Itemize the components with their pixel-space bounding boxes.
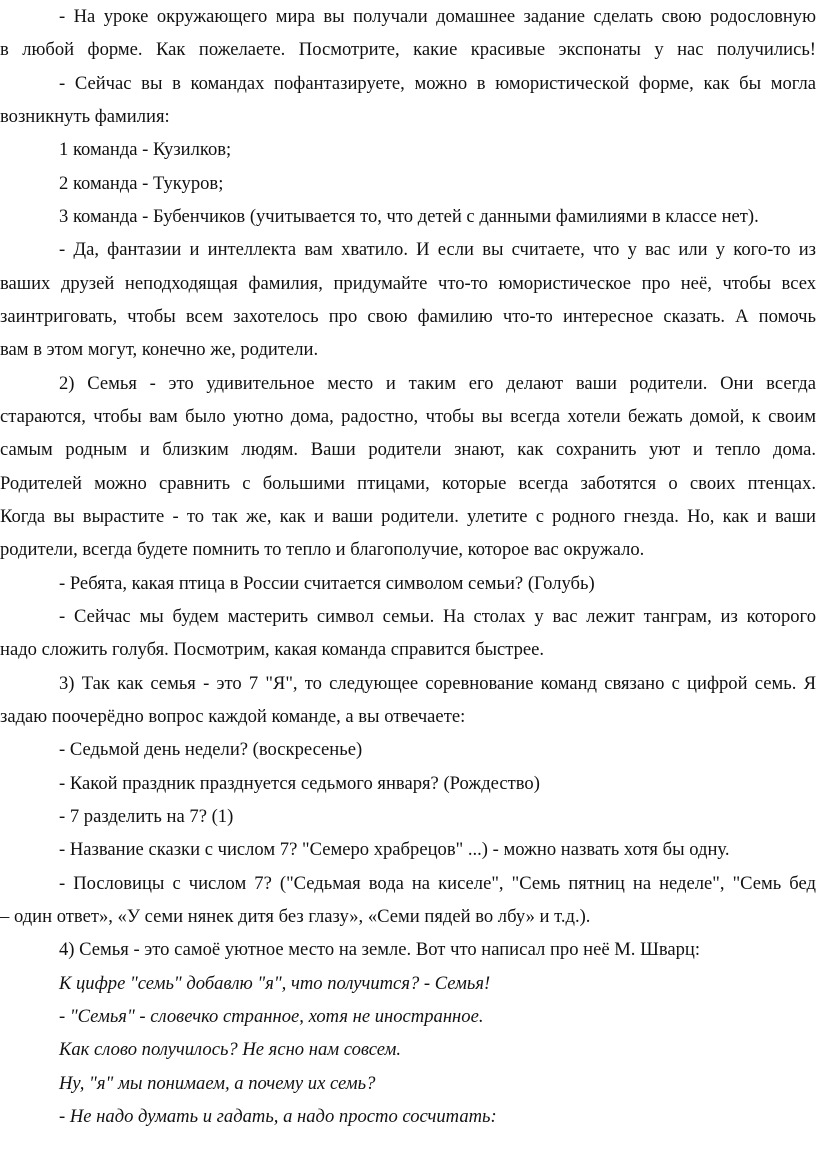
text-line: - 7 разделить на 7? (1) — [59, 806, 234, 827]
text-line: - Пословицы с числом 7? ("Седьмая вода на киселе", "Семь пятниц на неделе", "Семь бед — [59, 873, 816, 894]
text-line: в любой форме. Как пожелаете. Посмотрите, какие красивые экспонаты у нас получились! — [0, 39, 816, 60]
text-line: - Седьмой день недели? (воскресенье) — [59, 739, 363, 760]
text-line: - Какой праздник празднуется седьмого января? (Рождество) — [59, 773, 540, 794]
text-line: 1 команда - Кузилков; — [59, 139, 232, 160]
text-line: самым родным и близким людям. Ваши родители знают, как сохранить уют и тепло дома. — [0, 439, 816, 460]
text-line: родители, всегда будете помнить то тепло и благополучие, которое вас окружало. — [0, 539, 645, 560]
poem-line: - "Семья" - словечко странное, хотя не иностранное. — [59, 1006, 484, 1027]
text-line: возникнуть фамилия: — [0, 106, 170, 127]
text-line: - Да, фантазии и интеллекта вам хватило. И если вы считаете, что у вас или у кого-то из — [59, 239, 816, 260]
poem-line: К цифре "семь" добавлю "я", что получится? - Семья! — [59, 973, 491, 994]
text-line: задаю поочерёдно вопрос каждой команде, а вы отвечаете: — [0, 706, 466, 727]
text-line: вам в этом могут, конечно же, родители. — [0, 339, 319, 360]
text-line: ваших друзей неподходящая фамилия, придумайте что-то юмористическое про неё, чтобы всех — [0, 273, 816, 294]
text-line: 2) Семья - это удивительное место и таким его делают ваши родители. Они всегда — [59, 373, 816, 394]
text-line: - Название сказки с числом 7? "Семеро храбрецов" ...) - можно назвать хотя бы одну. — [59, 839, 730, 860]
text-line: – один ответ», «У семи нянек дитя без глазу», «Семи пядей во лбу» и т.д.). — [0, 906, 591, 927]
text-line: - На уроке окружающего мира вы получали домашнее задание сделать свою родословную — [59, 6, 816, 27]
text-line: 2 команда - Тукуров; — [59, 173, 224, 194]
text-line: Когда вы вырастите - то так же, как и ваши родители. улетите с родного гнезда. Но, как и ваши — [0, 506, 816, 527]
poem-line: Ну, "я" мы понимаем, а почему их семь? — [59, 1073, 376, 1094]
text-line: - Сейчас мы будем мастерить символ семьи. На столах у вас лежит танграм, из которого — [59, 606, 816, 627]
text-line: - Сейчас вы в командах пофантазируете, можно в юмористической форме, как бы могла — [59, 73, 816, 94]
text-line: 3 команда - Бубенчиков (учитывается то, что детей с данными фамилиями в классе нет). — [59, 206, 759, 227]
text-line: 3) Так как семья - это 7 "Я", то следующее соревнование команд связано с цифрой семь. Я — [59, 673, 816, 694]
text-line: 4) Семья - это самоё уютное место на земле. Вот что написал про неё М. Шварц: — [59, 939, 701, 960]
text-line: заинтриговать, чтобы всем захотелось про свою фамилию что-то интересное сказать. А помочь — [0, 306, 816, 327]
poem-line: - Не надо думать и гадать, а надо просто сосчитать: — [59, 1106, 497, 1127]
text-line: надо сложить голубя. Посмотрим, какая команда справится быстрее. — [0, 639, 545, 660]
poem-line: Как слово получилось? Не ясно нам совсем. — [59, 1039, 402, 1060]
text-line: - Ребята, какая птица в России считается символом семьи? (Голубь) — [59, 573, 595, 594]
text-line: стараются, чтобы вам было уютно дома, радостно, чтобы вы всегда хотели бежать домой, к своим — [0, 406, 816, 427]
text-line: Родителей можно сравнить с большими птицами, которые всегда заботятся о своих птенцах. — [0, 473, 816, 494]
